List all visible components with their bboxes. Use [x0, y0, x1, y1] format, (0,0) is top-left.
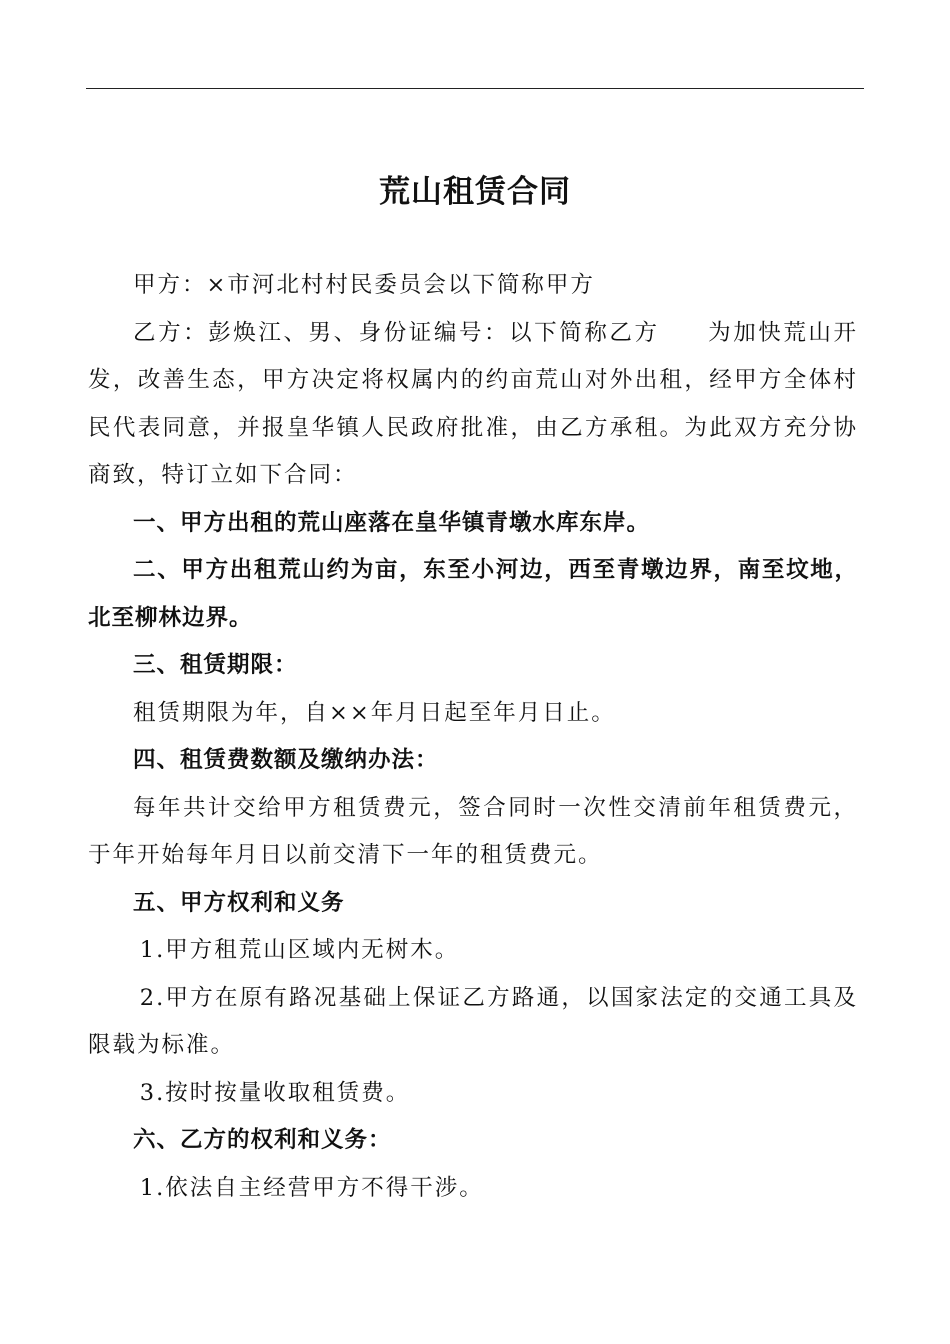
party-b-item-1: 1.依法自主经营甲方不得干涉。	[139, 1174, 484, 1201]
party-a-item-2: 2.甲方在原有路况基础上保证乙方路通，以国家法定的交通工具及限载为标准。	[88, 984, 858, 1058]
party-a-item-1: 1.甲方租荒山区域内无树木。	[139, 937, 460, 963]
party-b-paragraph	[88, 310, 858, 500]
document-title: 荒山租赁合同	[379, 174, 571, 210]
clause-6-heading: 六、乙方的权利和义务：	[133, 1127, 392, 1153]
rent-payment-paragraph: 每年共计交给甲方租赁费元，签合同时一次性交清前年租赁费元，于年开始每年月日以前交清下一年的租赁费元。	[88, 794, 858, 868]
lease-term-paragraph: 租赁期限为年，自××年月日起至年月日止。	[133, 699, 616, 726]
header-rule	[86, 88, 864, 89]
clause-5-heading: 五、甲方权利和义务	[133, 889, 345, 916]
party-a-paragraph: 甲方：×市河北村村民委员会以下简称甲方	[133, 272, 595, 298]
purpose-text: 为加快荒山开发，改善生态，甲方决定将权属内的约亩荒山对外出租，经甲方全体村民代表同意，并报皇华镇人民政府批准，由乙方承租。为此双方充分协商致，特订立如下合同：	[88, 319, 858, 488]
party-b-line: 乙方：彭焕江、男、身份证编号：以下简称乙方	[133, 319, 660, 346]
clause-1-heading: 一、甲方出租的荒山座落在皇华镇青墩水库东岸。	[133, 509, 651, 536]
clause-3-heading: 三、租赁期限：	[133, 652, 298, 678]
clause-2-heading: 二、甲方出租荒山约为亩，东至小河边，西至青墩边界，南至坟地，北至柳林边界。	[88, 557, 858, 631]
document-body	[88, 262, 858, 1212]
party-a-item-3: 3.按时按量收取租赁费。	[139, 1079, 411, 1106]
clause-4-heading: 四、租赁费数额及缴纳办法：	[133, 747, 439, 773]
